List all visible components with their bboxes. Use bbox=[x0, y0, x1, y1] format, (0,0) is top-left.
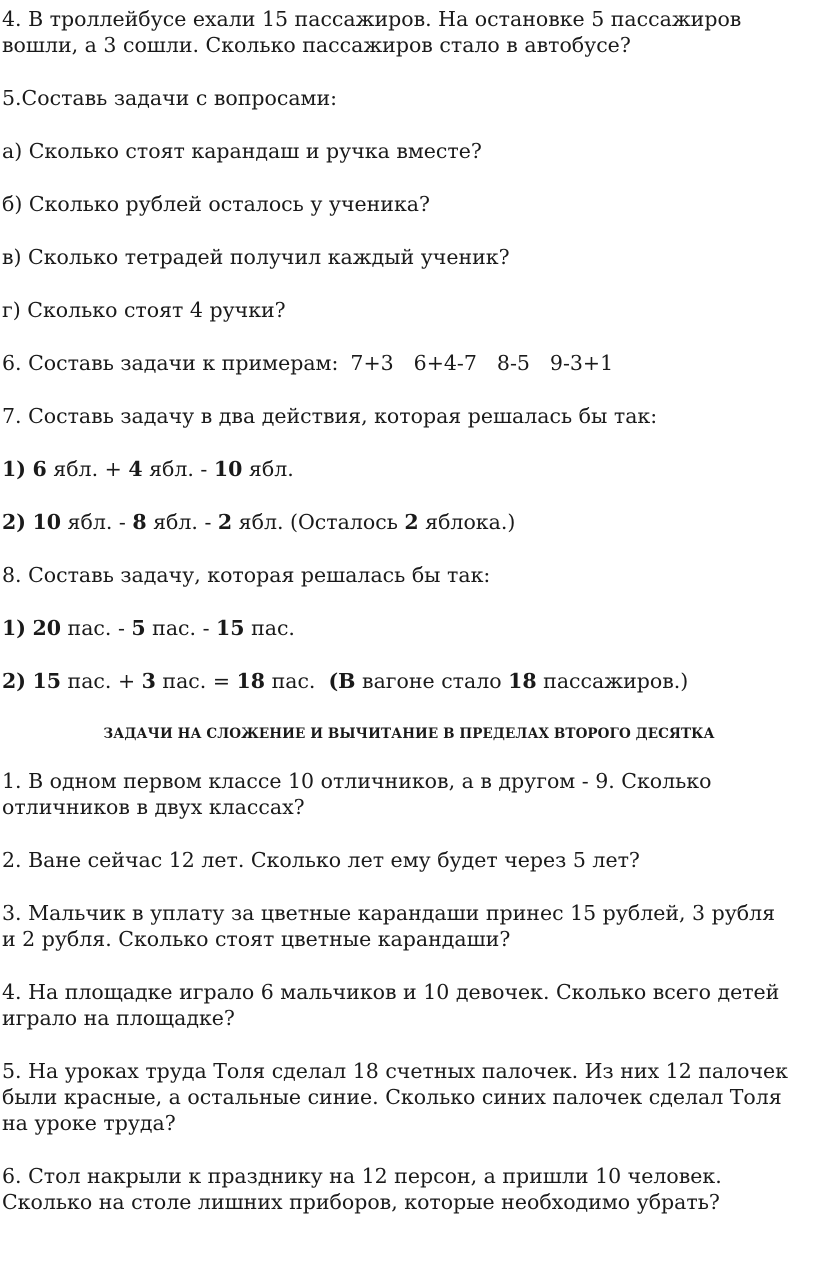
task-7-step-2 bbox=[2, 509, 816, 535]
section-task-2: 2. Ване сейчас 12 лет. Сколько лет ему будет через 5 лет? bbox=[2, 848, 640, 872]
task-6-example: 7+3 bbox=[350, 351, 394, 375]
step-value: 2 bbox=[404, 510, 419, 534]
step-text: пас. = bbox=[155, 669, 237, 693]
section-task-4-line-2: играло на площадке? bbox=[2, 1006, 235, 1030]
section-task-4 bbox=[2, 979, 816, 1031]
section-task-3 bbox=[2, 900, 816, 952]
section-task-5-line-1: 5. На уроках труда Толя сделал 18 счетных палочек. Из них 12 палочек bbox=[2, 1059, 788, 1083]
step-text: ябл. - bbox=[146, 510, 218, 534]
step-value: 2 bbox=[217, 510, 233, 534]
step-text: пассажиров.) bbox=[536, 669, 689, 693]
section-task-1-line-2: отличников в двух классах? bbox=[2, 795, 305, 819]
step-value: 5 bbox=[131, 616, 146, 640]
task-7-step-1 bbox=[2, 456, 816, 482]
step-value: 8 bbox=[132, 510, 147, 534]
task-4-line-2: вошли, а 3 сошли. Сколько пассажиров стало в автобусе? bbox=[2, 33, 631, 57]
task-5-question-a: а) Сколько стоят карандаш и ручка вместе? bbox=[2, 139, 482, 163]
step-number: 2) bbox=[2, 669, 26, 693]
task-6-example: 6+4-7 bbox=[413, 351, 477, 375]
step-text: пас. - bbox=[145, 616, 217, 640]
task-6-line bbox=[2, 350, 816, 376]
step-text: ябл. - bbox=[142, 457, 214, 481]
step-value: 10 bbox=[32, 510, 62, 534]
step-text: яблока.) bbox=[418, 510, 516, 534]
task-4-line-1: 4. В троллейбусе ехали 15 пассажиров. На остановке 5 пассажиров bbox=[2, 7, 742, 31]
task-5-question-g: г) Сколько стоят 4 ручки? bbox=[2, 298, 286, 322]
task-8-step-1 bbox=[2, 615, 816, 641]
step-text: пас. - bbox=[61, 616, 132, 640]
task-8-title: 8. Составь задачу, которая решалась бы так: bbox=[2, 563, 491, 587]
step-text: ябл. (Осталось bbox=[232, 510, 405, 534]
section-task-4-line-1: 4. На площадке играло 6 мальчиков и 10 девочек. Сколько всего детей bbox=[2, 980, 780, 1004]
task-7-title: 7. Составь задачу в два действия, которая решалась бы так: bbox=[2, 404, 658, 428]
step-value: 20 bbox=[32, 616, 62, 640]
step-value: 15 bbox=[32, 669, 62, 693]
step-value: 3 bbox=[141, 669, 156, 693]
step-text: ябл. + bbox=[46, 457, 129, 481]
step-value: 10 bbox=[213, 457, 243, 481]
section-task-6 bbox=[2, 1163, 816, 1215]
step-value: 6 bbox=[32, 457, 47, 481]
section-task-3-line-2: и 2 рубля. Сколько стоят цветные карандаши? bbox=[2, 927, 511, 951]
task-8-step-2 bbox=[2, 668, 816, 694]
step-text: пас. bbox=[265, 669, 329, 693]
step-value: 4 bbox=[128, 457, 143, 481]
section-task-3-line-1: 3. Мальчик в уплату за цветные карандаши принес 15 рублей, 3 рубля bbox=[2, 901, 776, 925]
step-number: 1) bbox=[2, 616, 26, 640]
step-text: пас. bbox=[244, 616, 295, 640]
step-number: 1) bbox=[2, 457, 26, 481]
task-4 bbox=[2, 6, 816, 58]
step-text: ябл. - bbox=[61, 510, 133, 534]
section-task-6-line-2: Сколько на столе лишних приборов, которые необходимо убрать? bbox=[2, 1190, 720, 1214]
step-text: вагоне стало bbox=[355, 669, 509, 693]
step-value: (В bbox=[328, 669, 356, 693]
section-task-6-line-1: 6. Стол накрыли к празднику на 12 персон, а пришли 10 человек. bbox=[2, 1164, 722, 1188]
step-text: пас. + bbox=[61, 669, 142, 693]
task-6-example: 8-5 bbox=[496, 351, 530, 375]
step-text: ябл. bbox=[242, 457, 294, 481]
step-number: 2) bbox=[2, 510, 26, 534]
task-5-title: 5.Составь задачи с вопросами: bbox=[2, 86, 338, 110]
task-5-question-b: б) Сколько рублей осталось у ученика? bbox=[2, 192, 430, 216]
section-task-5-line-3: на уроке труда? bbox=[2, 1111, 176, 1135]
step-value: 18 bbox=[236, 669, 266, 693]
section-task-1 bbox=[2, 768, 816, 820]
task-6-example: 9-3+1 bbox=[549, 351, 614, 375]
section-task-5 bbox=[2, 1058, 816, 1136]
step-value: 18 bbox=[508, 669, 537, 693]
section-heading: ЗАДАЧИ НА СЛОЖЕНИЕ И ВЫЧИТАНИЕ В ПРЕДЕЛАХ ВТОРОГО ДЕСЯТКА bbox=[103, 726, 715, 742]
task-5-question-v: в) Сколько тетрадей получил каждый ученик? bbox=[2, 245, 510, 269]
task-6-title: 6. Составь задачи к примерам: bbox=[2, 351, 339, 375]
step-value: 15 bbox=[216, 616, 245, 640]
section-task-5-line-2: были красные, а остальные синие. Сколько синих палочек сделал Толя bbox=[2, 1085, 782, 1109]
section-task-1-line-1: 1. В одном первом классе 10 отличников, а в другом - 9. Сколько bbox=[2, 769, 712, 793]
